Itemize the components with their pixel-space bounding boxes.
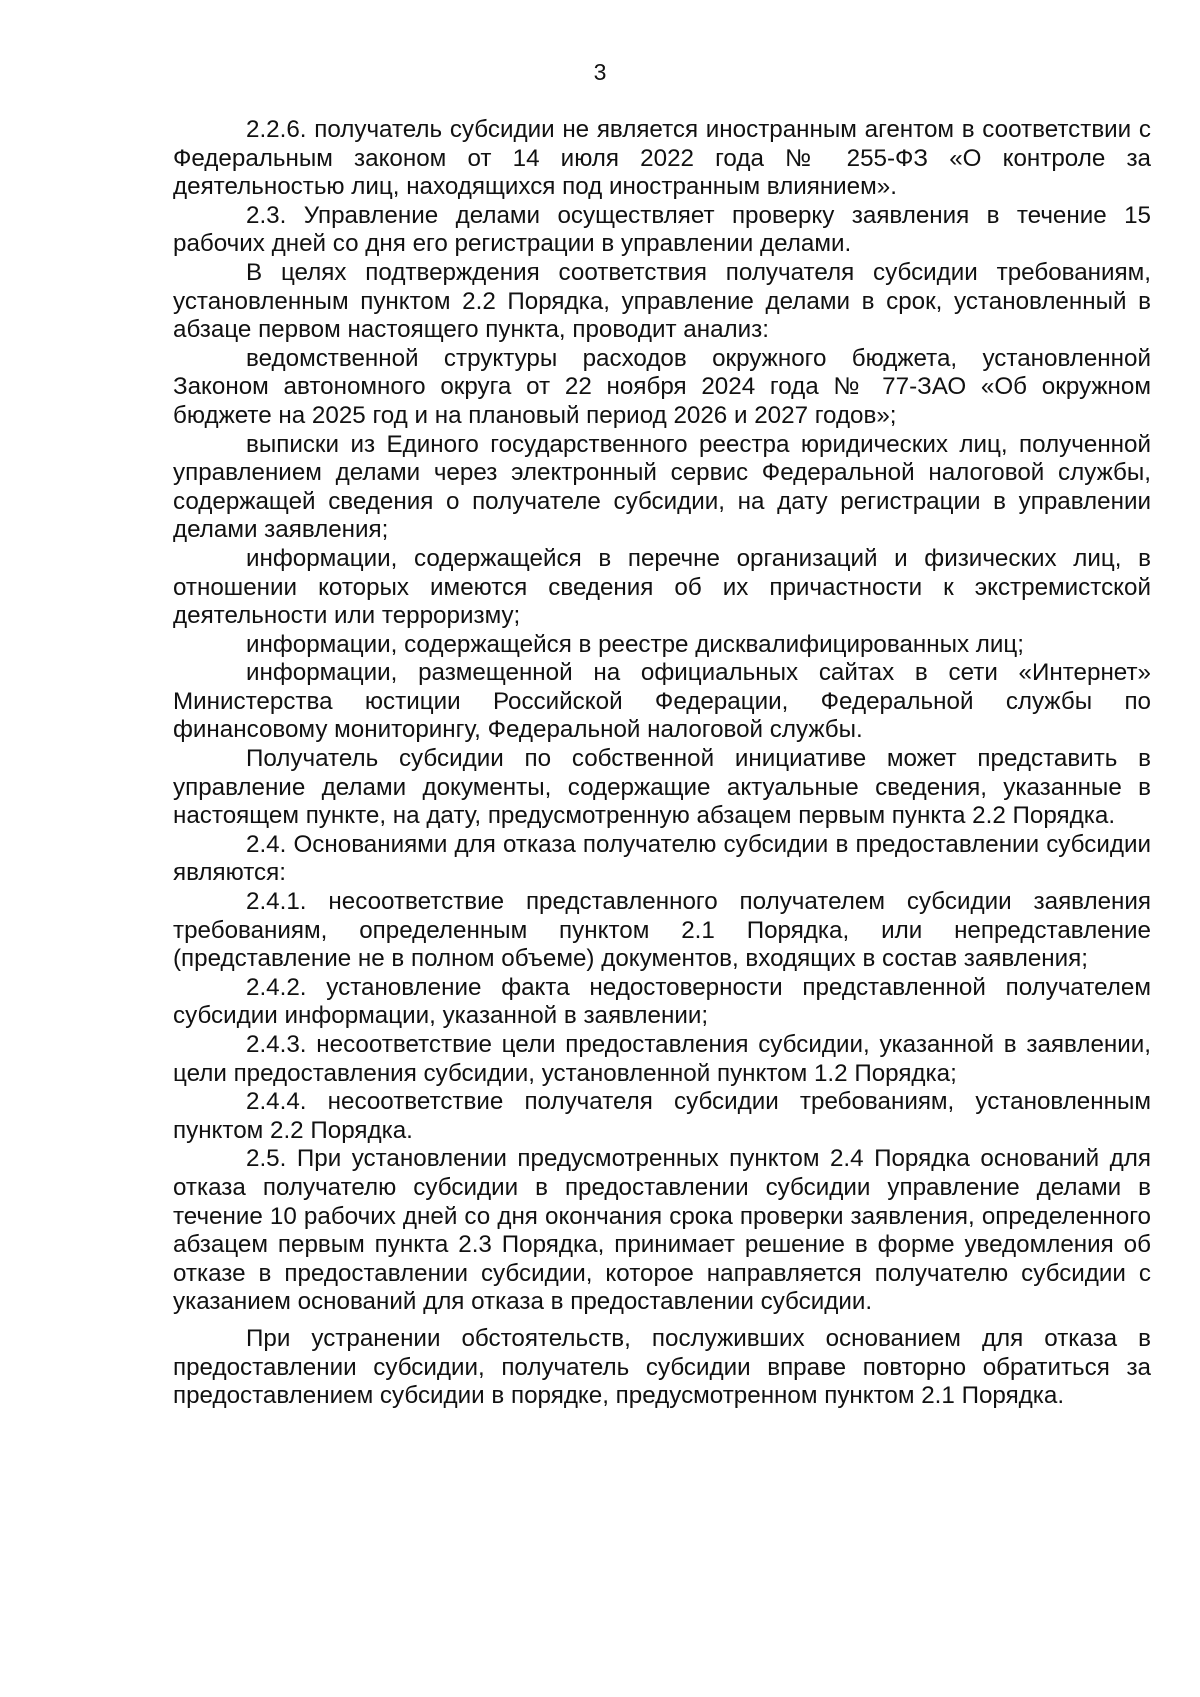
paragraph-2-5-resubmission: При устранении обстоятельств, послуживших основанием для отказа в предоставлении субсидии, получатель субсидии вправе повторно обратиться за предоставлением субсидии в порядке, предусмотренном пунктом 2.1 Порядка. — [173, 1324, 1151, 1410]
paragraph-analysis-budget: ведомственной структуры расходов окружного бюджета, установленной Законом автономного округа от 22 ноября 2024 года № 77-ЗАО «Об окружном бюджете на 2025 год и на плановый период 2026 и 2027 годов»; — [173, 344, 1151, 429]
paragraph-2-2-6: 2.2.6. получатель субсидии не является иностранным агентом в соответствии с Федеральным законом от 14 июля 2022 года № 255-ФЗ «О контроле за деятельностью лиц, находящихся под иностранным влиянием». — [173, 116, 1151, 201]
paragraph-2-5: 2.5. При установлении предусмотренных пунктом 2.4 Порядка оснований для отказа получателю субсидии в предоставлении субсидии управление делами в течение 10 рабочих дней со дня окончания срока проверки заявления, определенного абзацем первым пункта 2.3 Порядка, принимает решение в форме уведомления об отказе в предоставлении субсидии, которое направляется получателю субсидии с указанием оснований для отказа в предоставлении субсидии. — [173, 1145, 1151, 1316]
document-body — [173, 116, 1151, 1411]
paragraph-2-4-1: 2.4.1. несоответствие представленного получателем субсидии заявления требованиям, определенным пунктом 2.1 Порядка, или непредставление (представление не в полном объеме) документов, входящих в состав заявления; — [173, 888, 1151, 973]
paragraph-analysis-extremism-list: информации, содержащейся в перечне организаций и физических лиц, в отношении которых имеются сведения об их причастности к экстремистской деятельности или терроризму; — [173, 544, 1151, 630]
paragraph-2-4: 2.4. Основаниями для отказа получателю субсидии в предоставлении субсидии являются: — [173, 830, 1151, 887]
paragraph-analysis-websites: информации, размещенной на официальных сайтах в сети «Интернет» Министерства юстиции Российской Федерации, Федеральной службы по финансовому мониторингу, Федеральной налоговой службы. — [173, 659, 1151, 744]
paragraph-analysis-egrul: выписки из Единого государственного реестра юридических лиц, полученной управлением делами через электронный сервис Федеральной налоговой службы, содержащей сведения о получателе субсидии, на дату регистрации в управлении делами заявления; — [173, 430, 1151, 544]
paragraph-2-3-purpose: В целях подтверждения соответствия получателя субсидии требованиям, установленным пунктом 2.2 Порядка, управление делами в срок, установленный в абзаце первом настоящего пункта, проводит анализ: — [173, 258, 1151, 344]
paragraph-2-4-4: 2.4.4. несоответствие получателя субсидии требованиям, установленным пунктом 2.2 Порядка. — [173, 1088, 1151, 1144]
paragraph-2-4-3: 2.4.3. несоответствие цели предоставления субсидии, указанной в заявлении, цели предоставления субсидии, установленной пунктом 1.2 Порядка; — [173, 1031, 1151, 1087]
paragraph-analysis-disqualified: информации, содержащейся в реестре дисквалифицированных лиц; — [246, 630, 1025, 658]
paragraph-2-3: 2.3. Управление делами осуществляет проверку заявления в течение 15 рабочих дней со дня его регистрации в управлении делами. — [173, 201, 1151, 258]
paragraph-2-4-2: 2.4.2. установление факта недостоверности представленной получателем субсидии информации, указанной в заявлении; — [173, 973, 1151, 1030]
page-number: 3 — [593, 59, 607, 85]
paragraph-own-initiative: Получатель субсидии по собственной инициативе может представить в управление делами документы, содержащие актуальные сведения, указанные в настоящем пункте, на дату, предусмотренную абзацем первым пункта 2.2 Порядка. — [173, 745, 1151, 830]
